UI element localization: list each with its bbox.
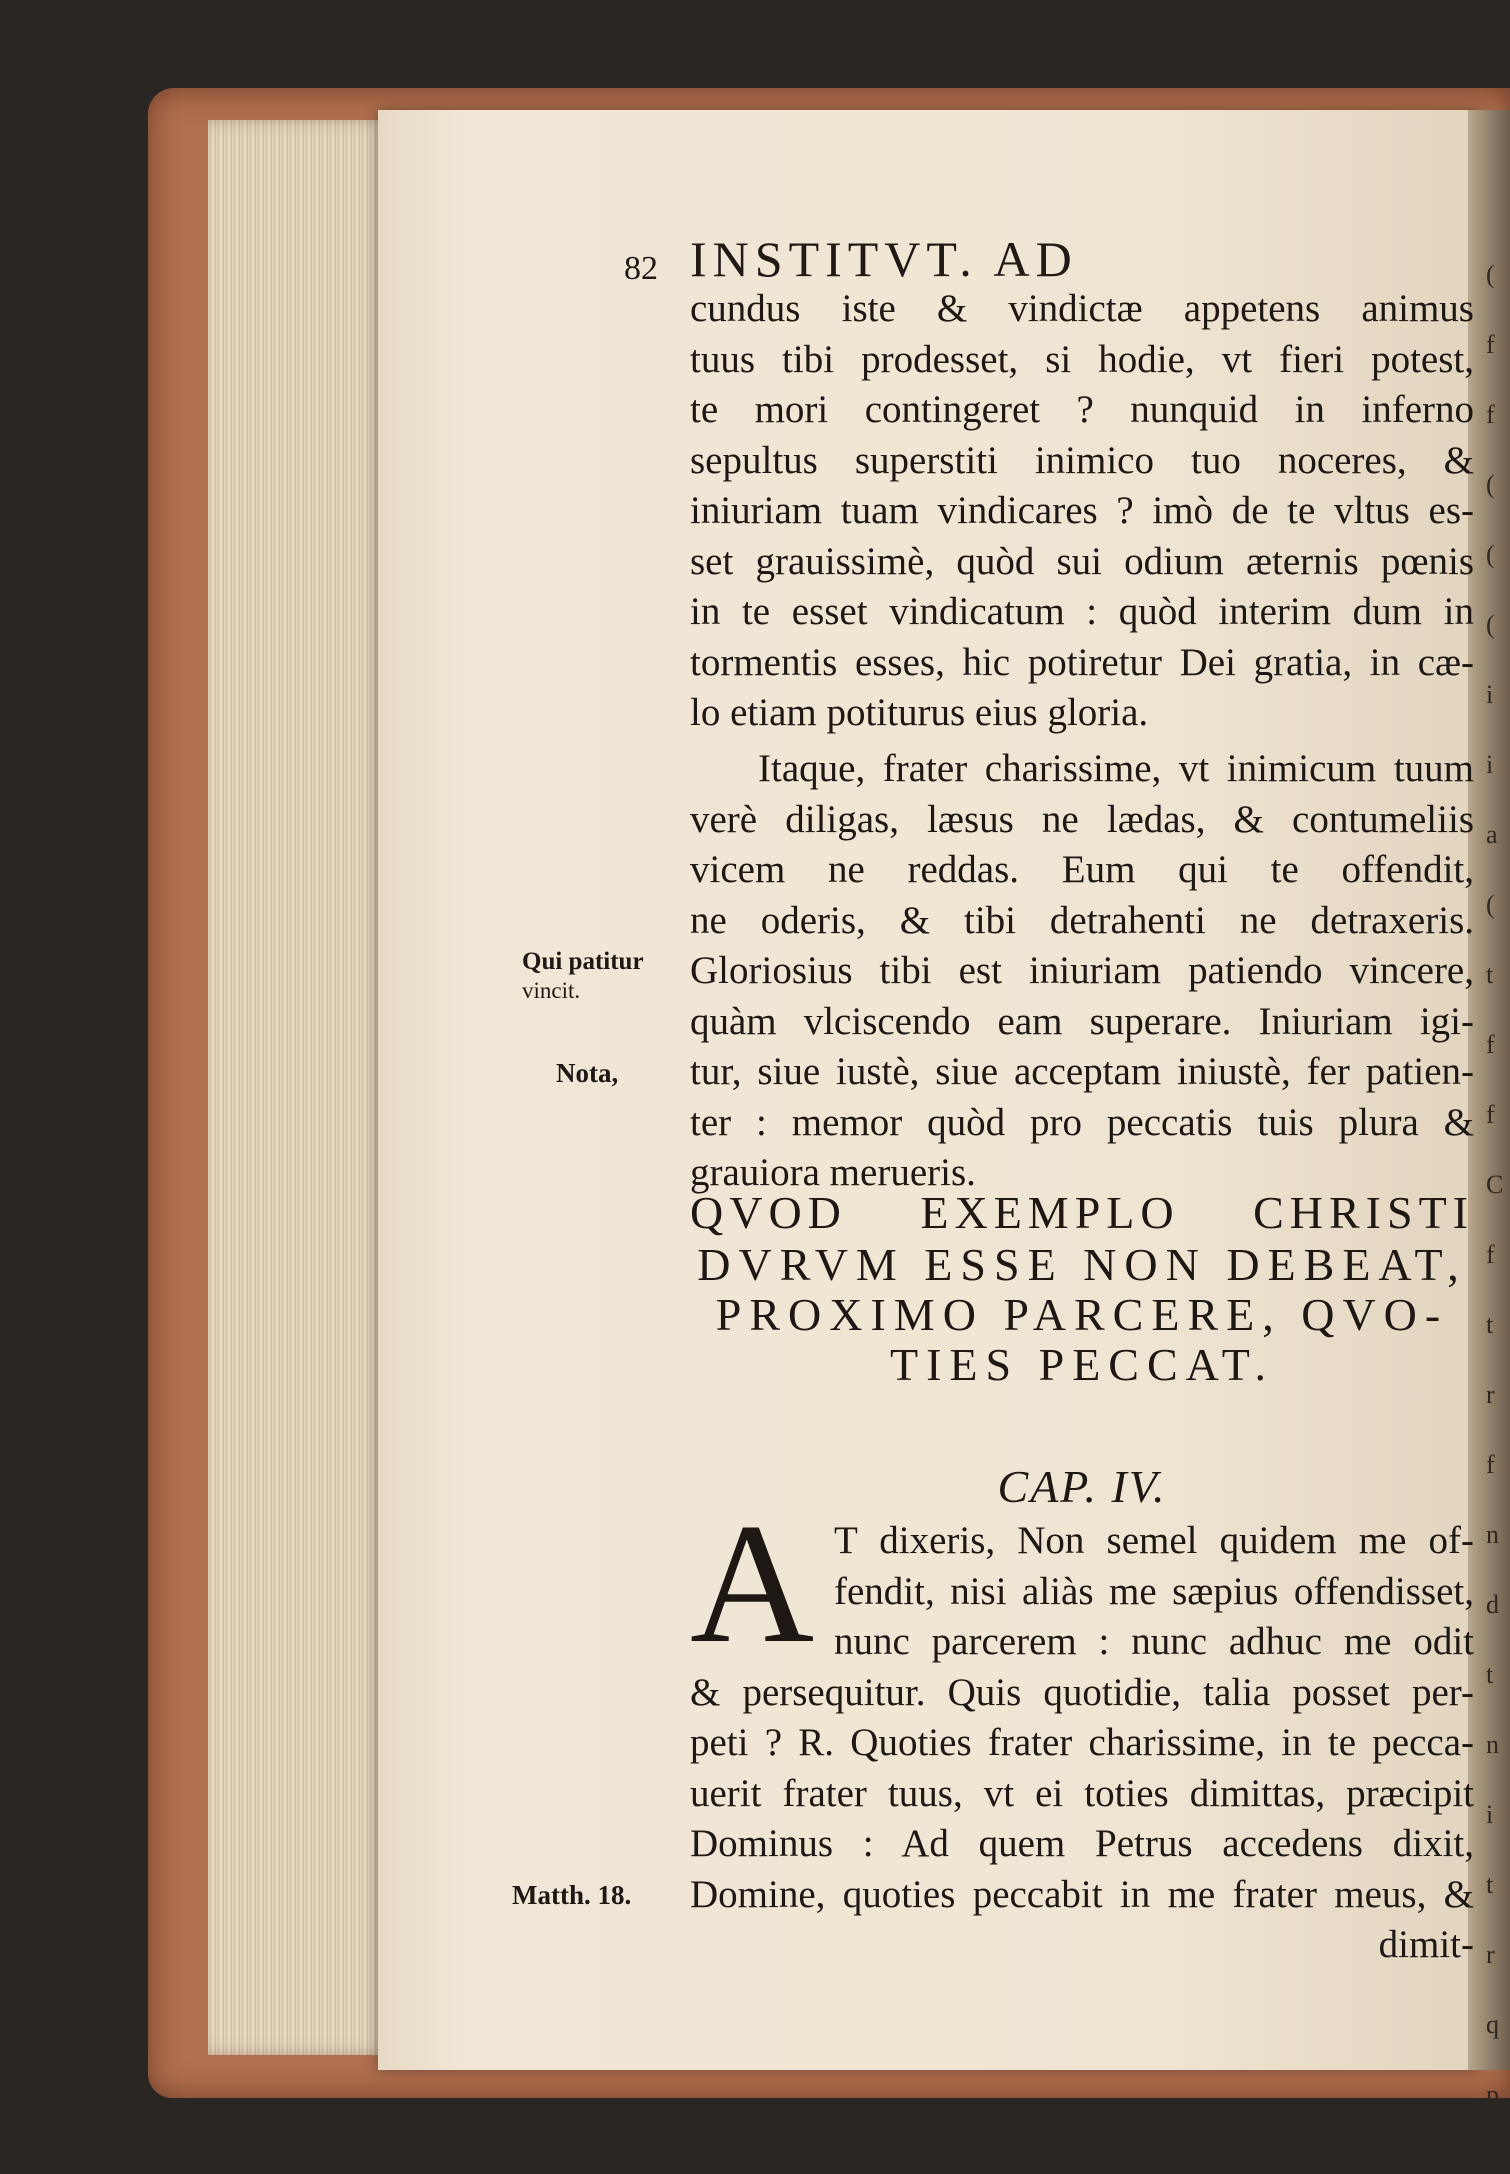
facing-page-letter: f bbox=[1486, 1450, 1495, 1479]
text-line: verè diligas, læsus ne lædas, & contumeliis bbox=[690, 797, 1474, 841]
margin-note-nota: Nota, bbox=[556, 1058, 619, 1088]
text-line: iniuriam tuam vindicares ? imò de te vltus es- bbox=[690, 489, 1474, 532]
text-line: set grauissimè, quòd sui odium æternis pœnis bbox=[690, 539, 1474, 583]
text-line: tur, siue iustè, siue acceptam iniustè, fer patien- bbox=[690, 1050, 1474, 1093]
text-line: & persequitur. Quis quotidie, talia posset per- bbox=[690, 1670, 1474, 1714]
heading-line: DVRVM ESSE NON DEBEAT, bbox=[697, 1239, 1467, 1290]
text-line: fendit, nisi aliàs me sæpius offendisset, bbox=[834, 1569, 1474, 1613]
facing-page-letter: t bbox=[1486, 1660, 1494, 1689]
facing-page-letter: r bbox=[1486, 1380, 1495, 1409]
facing-page-letter: p bbox=[1486, 2080, 1499, 2109]
facing-page-letter: q bbox=[1486, 2010, 1499, 2039]
facing-page-letter: ( bbox=[1486, 610, 1495, 639]
text-line: uerit frater tuus, vt ei toties dimittas, præcipit bbox=[690, 1771, 1474, 1815]
facing-page-letter: f bbox=[1486, 330, 1495, 359]
facing-page-letter: C bbox=[1486, 1170, 1504, 1199]
facing-page-edge-text bbox=[1484, 120, 1510, 2109]
facing-page-letter: d bbox=[1486, 1590, 1499, 1619]
margin-note-matth: Matth. 18. bbox=[512, 1880, 632, 1910]
running-head: INSTITVT. AD bbox=[690, 231, 1078, 287]
facing-page-letter: ( bbox=[1486, 470, 1495, 499]
margin-note-vincit: vincit. bbox=[522, 978, 581, 1003]
text-line: Gloriosius tibi est iniuriam patiendo vincere, bbox=[690, 949, 1474, 992]
chapter-label: CAP. IV. bbox=[997, 1461, 1167, 1512]
text-line: in te esset vindicatum : quòd interim dum in bbox=[690, 590, 1474, 633]
facing-page-letter: ( bbox=[1486, 260, 1495, 289]
heading-line: TIES PECCAT. bbox=[890, 1339, 1274, 1390]
page-edges bbox=[208, 120, 388, 2055]
text-line: Domine, quoties peccabit in me frater meus, & bbox=[690, 1872, 1474, 1916]
facing-page-letter: n bbox=[1486, 1520, 1499, 1549]
text-line: peti ? R. Quoties frater charissime, in te pecca- bbox=[690, 1721, 1474, 1764]
text-line: grauiora merueris. bbox=[690, 1151, 976, 1194]
text-line: vicem ne reddas. Eum qui te offendit, bbox=[690, 848, 1474, 891]
text-line: T dixeris, Non semel quidem me of- bbox=[834, 1519, 1474, 1562]
text-line: nunc parcerem : nunc adhuc me odit bbox=[834, 1620, 1474, 1663]
facing-page-letter: t bbox=[1486, 1870, 1494, 1899]
facing-page-letter: i bbox=[1486, 680, 1494, 709]
text-line: tuus tibi prodesset, si hodie, vt fieri potest, bbox=[690, 337, 1474, 381]
text-line: sepultus superstiti inimico tuo noceres, & bbox=[690, 438, 1474, 482]
text-line: ter : memor quòd pro peccatis tuis plura & bbox=[690, 1100, 1474, 1144]
text-line: Itaque, frater charissime, vt inimicum tuum bbox=[758, 747, 1474, 790]
text-line: ne oderis, & tibi detrahenti ne detraxeris. bbox=[690, 898, 1474, 942]
drop-cap: A bbox=[690, 1489, 815, 1679]
facing-page-letter: i bbox=[1486, 1800, 1494, 1829]
facing-page-letter: t bbox=[1486, 1310, 1494, 1339]
text-line: dimit- bbox=[1378, 1923, 1474, 1966]
margin-note-qui-patitur: Qui patitur bbox=[522, 948, 644, 975]
text-line: cundus iste & vindictæ appetens animus bbox=[690, 287, 1474, 330]
facing-page-letter: i bbox=[1486, 750, 1494, 779]
facing-page-letter: n bbox=[1486, 1730, 1499, 1759]
text-line: te mori contingeret ? nunquid in inferno bbox=[690, 388, 1474, 431]
facing-page-letter: f bbox=[1486, 1240, 1495, 1269]
text-line: tormentis esses, hic potiretur Dei gratia, in cæ- bbox=[690, 640, 1474, 684]
facing-page-letter: ( bbox=[1486, 540, 1495, 569]
heading-line: PROXIMO PARCERE, QVO- bbox=[715, 1289, 1449, 1340]
facing-page-letter: f bbox=[1486, 400, 1495, 429]
facing-page-letter: f bbox=[1486, 1100, 1495, 1129]
text-line: Dominus : Ad quem Petrus accedens dixit, bbox=[690, 1822, 1474, 1865]
facing-page-letter: f bbox=[1486, 1030, 1495, 1059]
text-line: quàm vlciscendo eam superare. Iniuriam igi- bbox=[690, 999, 1474, 1043]
facing-page-letter: r bbox=[1486, 1940, 1495, 1969]
page-number: 82 bbox=[624, 250, 658, 287]
facing-page-letter: a bbox=[1486, 820, 1498, 849]
heading-line: QVOD EXEMPLO CHRISTI bbox=[690, 1187, 1474, 1238]
facing-page-letter: ( bbox=[1486, 890, 1495, 919]
text-line: lo etiam potiturus eius gloria. bbox=[690, 691, 1149, 734]
facing-page-letter: t bbox=[1486, 960, 1494, 989]
